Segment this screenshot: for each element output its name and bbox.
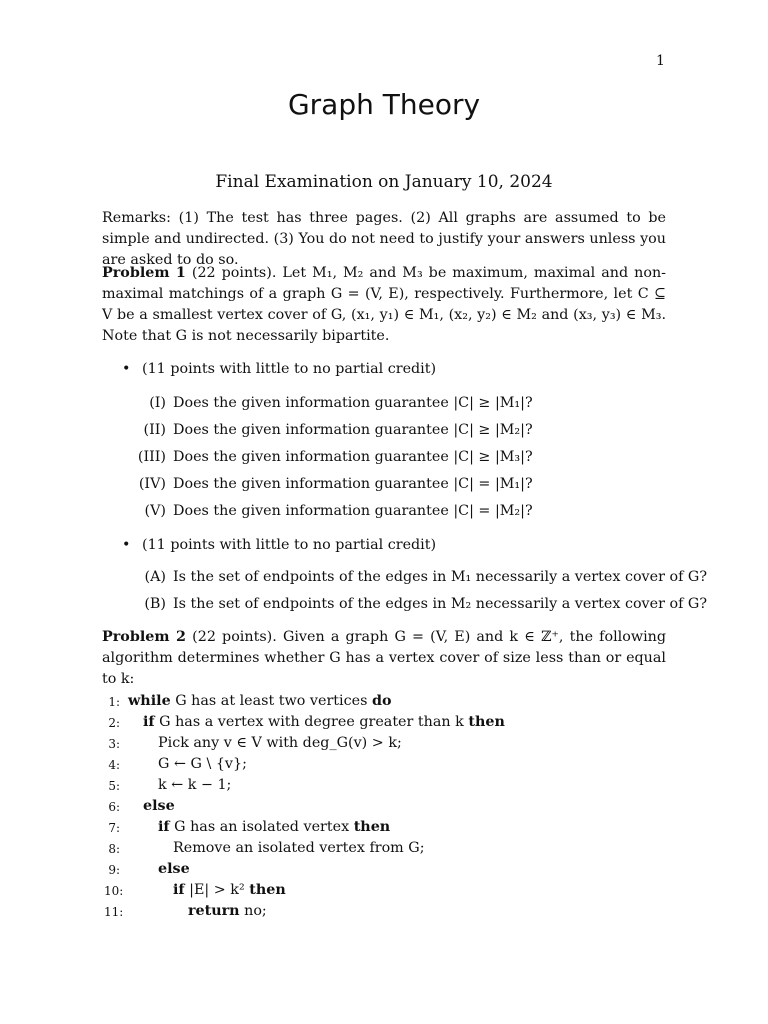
line-number: 4: <box>108 758 120 772</box>
page-number: 1 <box>656 53 665 69</box>
algorithm-code <box>143 798 175 814</box>
algorithm-code <box>128 693 392 709</box>
line-number: 6: <box>108 800 120 814</box>
algorithm-line <box>104 756 664 777</box>
algorithm-code <box>173 840 425 856</box>
problem1-points: (22 points). <box>191 265 277 281</box>
question-item <box>128 447 688 468</box>
line-number: 3: <box>108 737 120 751</box>
question-item <box>128 393 688 414</box>
question-item <box>128 474 688 495</box>
code-text: G has a vertex with degree greater than k <box>154 714 469 730</box>
problem1-bullet-1 <box>122 359 436 380</box>
algorithm-line <box>104 693 664 714</box>
problem1-text: Let M₁, M₂ and M₃ be maximum, maximal and non-maximal matchings of a graph G = (V, E), respectively. Furthermore, let C ⊆ V be a smallest vertex cover of G, (x₁, y₁) ∈ M₁, (x₂, y₂) ∈ M₂ and (x₃, y₃) ∈ M₃. Note that G is not necessarily bipartite. <box>102 265 667 344</box>
algorithm-line <box>104 819 664 840</box>
line-number: 8: <box>108 842 120 856</box>
code-text: k ← k − 1; <box>158 777 232 793</box>
problem1-heading: Problem 1 <box>102 265 186 281</box>
bullet-dot-icon: • <box>122 537 131 553</box>
question-label: (I) <box>149 395 166 411</box>
question-item <box>128 567 708 588</box>
keyword: if <box>173 882 185 898</box>
line-number: 2: <box>108 716 120 730</box>
question-text: Does the given information guarantee |C| = |M₂|? <box>173 503 533 519</box>
keyword: else <box>143 798 175 814</box>
bullet-1-text: (11 points with little to no partial credit) <box>142 361 437 377</box>
question-text: Does the given information guarantee |C| = |M₁|? <box>173 476 533 492</box>
question-text: Does the given information guarantee |C| ≥ |M₃|? <box>173 449 533 465</box>
keyword: return <box>188 903 240 919</box>
problem2-heading: Problem 2 <box>102 629 186 645</box>
line-number: 9: <box>108 863 120 877</box>
keyword: if <box>158 819 170 835</box>
keyword: else <box>158 861 190 877</box>
question-item <box>128 594 708 615</box>
keyword: do <box>371 693 392 709</box>
algorithm-code <box>143 714 505 730</box>
keyword: while <box>128 693 171 709</box>
question-item <box>128 501 688 522</box>
algorithm-code <box>158 819 390 835</box>
algorithm-code <box>158 756 247 772</box>
code-text: G has an isolated vertex <box>169 819 354 835</box>
line-number: 11: <box>104 905 124 919</box>
algorithm-code <box>158 735 402 751</box>
question-text: Is the set of endpoints of the edges in M₁ necessarily a vertex cover of G? <box>173 569 708 585</box>
code-text: |E| > k² <box>184 882 250 898</box>
problem1-paragraph <box>102 263 666 347</box>
question-label: (V) <box>144 503 166 519</box>
algorithm-line <box>104 714 664 735</box>
line-number: 10: <box>104 884 124 898</box>
algorithm-code <box>188 903 267 919</box>
code-text: Remove an isolated vertex from G; <box>173 840 425 856</box>
line-number: 7: <box>108 821 120 835</box>
question-label: (II) <box>143 422 166 438</box>
document-title: Graph Theory <box>287 88 481 121</box>
line-number: 5: <box>108 779 120 793</box>
problem1-bullet-2 <box>122 535 436 556</box>
keyword: then <box>249 882 286 898</box>
problem2-paragraph <box>102 627 666 690</box>
question-label: (IV) <box>138 476 166 492</box>
algorithm-code <box>158 861 190 877</box>
algorithm-line <box>104 777 664 798</box>
algorithm-line <box>104 882 664 903</box>
algorithm-code <box>158 777 231 793</box>
question-label: (B) <box>144 596 166 612</box>
line-number: 1: <box>108 695 120 709</box>
question-text: Does the given information guarantee |C| ≥ |M₁|? <box>173 395 533 411</box>
algorithm-line <box>104 798 664 819</box>
algorithm-line <box>104 735 664 756</box>
algorithm-line <box>104 861 664 882</box>
code-text: G has at least two vertices <box>170 693 372 709</box>
keyword: then <box>468 714 505 730</box>
algorithm-line <box>104 903 664 924</box>
question-item <box>128 420 688 441</box>
remarks-paragraph: Remarks: (1) The test has three pages. (2) All graphs are assumed to be simple and undirected. (3) You do not need to justify your answers unless you are asked to do so. <box>102 210 666 268</box>
algorithm-code <box>173 882 286 898</box>
problem2-text: Given a graph G = (V, E) and k ∈ ℤ⁺, the following algorithm determines whether G has a vertex cover of size less than or equal to k: <box>102 629 666 687</box>
question-label: (A) <box>144 569 166 585</box>
problem2-points: (22 points). <box>192 629 277 645</box>
keyword: if <box>143 714 155 730</box>
keyword: then <box>353 819 391 835</box>
question-label: (III) <box>137 449 166 465</box>
document-subtitle: Final Examination on January 10, 2024 <box>215 172 553 192</box>
bullet-2-text: (11 points with little to no partial credit) <box>142 537 437 553</box>
code-text: no; <box>239 903 267 919</box>
bullet-dot-icon: • <box>122 361 131 377</box>
question-text: Is the set of endpoints of the edges in M₂ necessarily a vertex cover of G? <box>173 596 708 612</box>
question-text: Does the given information guarantee |C| ≥ |M₂|? <box>173 422 533 438</box>
algorithm-line <box>104 840 664 861</box>
code-text: G ← G \ {v}; <box>158 756 247 772</box>
code-text: Pick any v ∈ V with deg_G(v) > k; <box>158 735 402 751</box>
